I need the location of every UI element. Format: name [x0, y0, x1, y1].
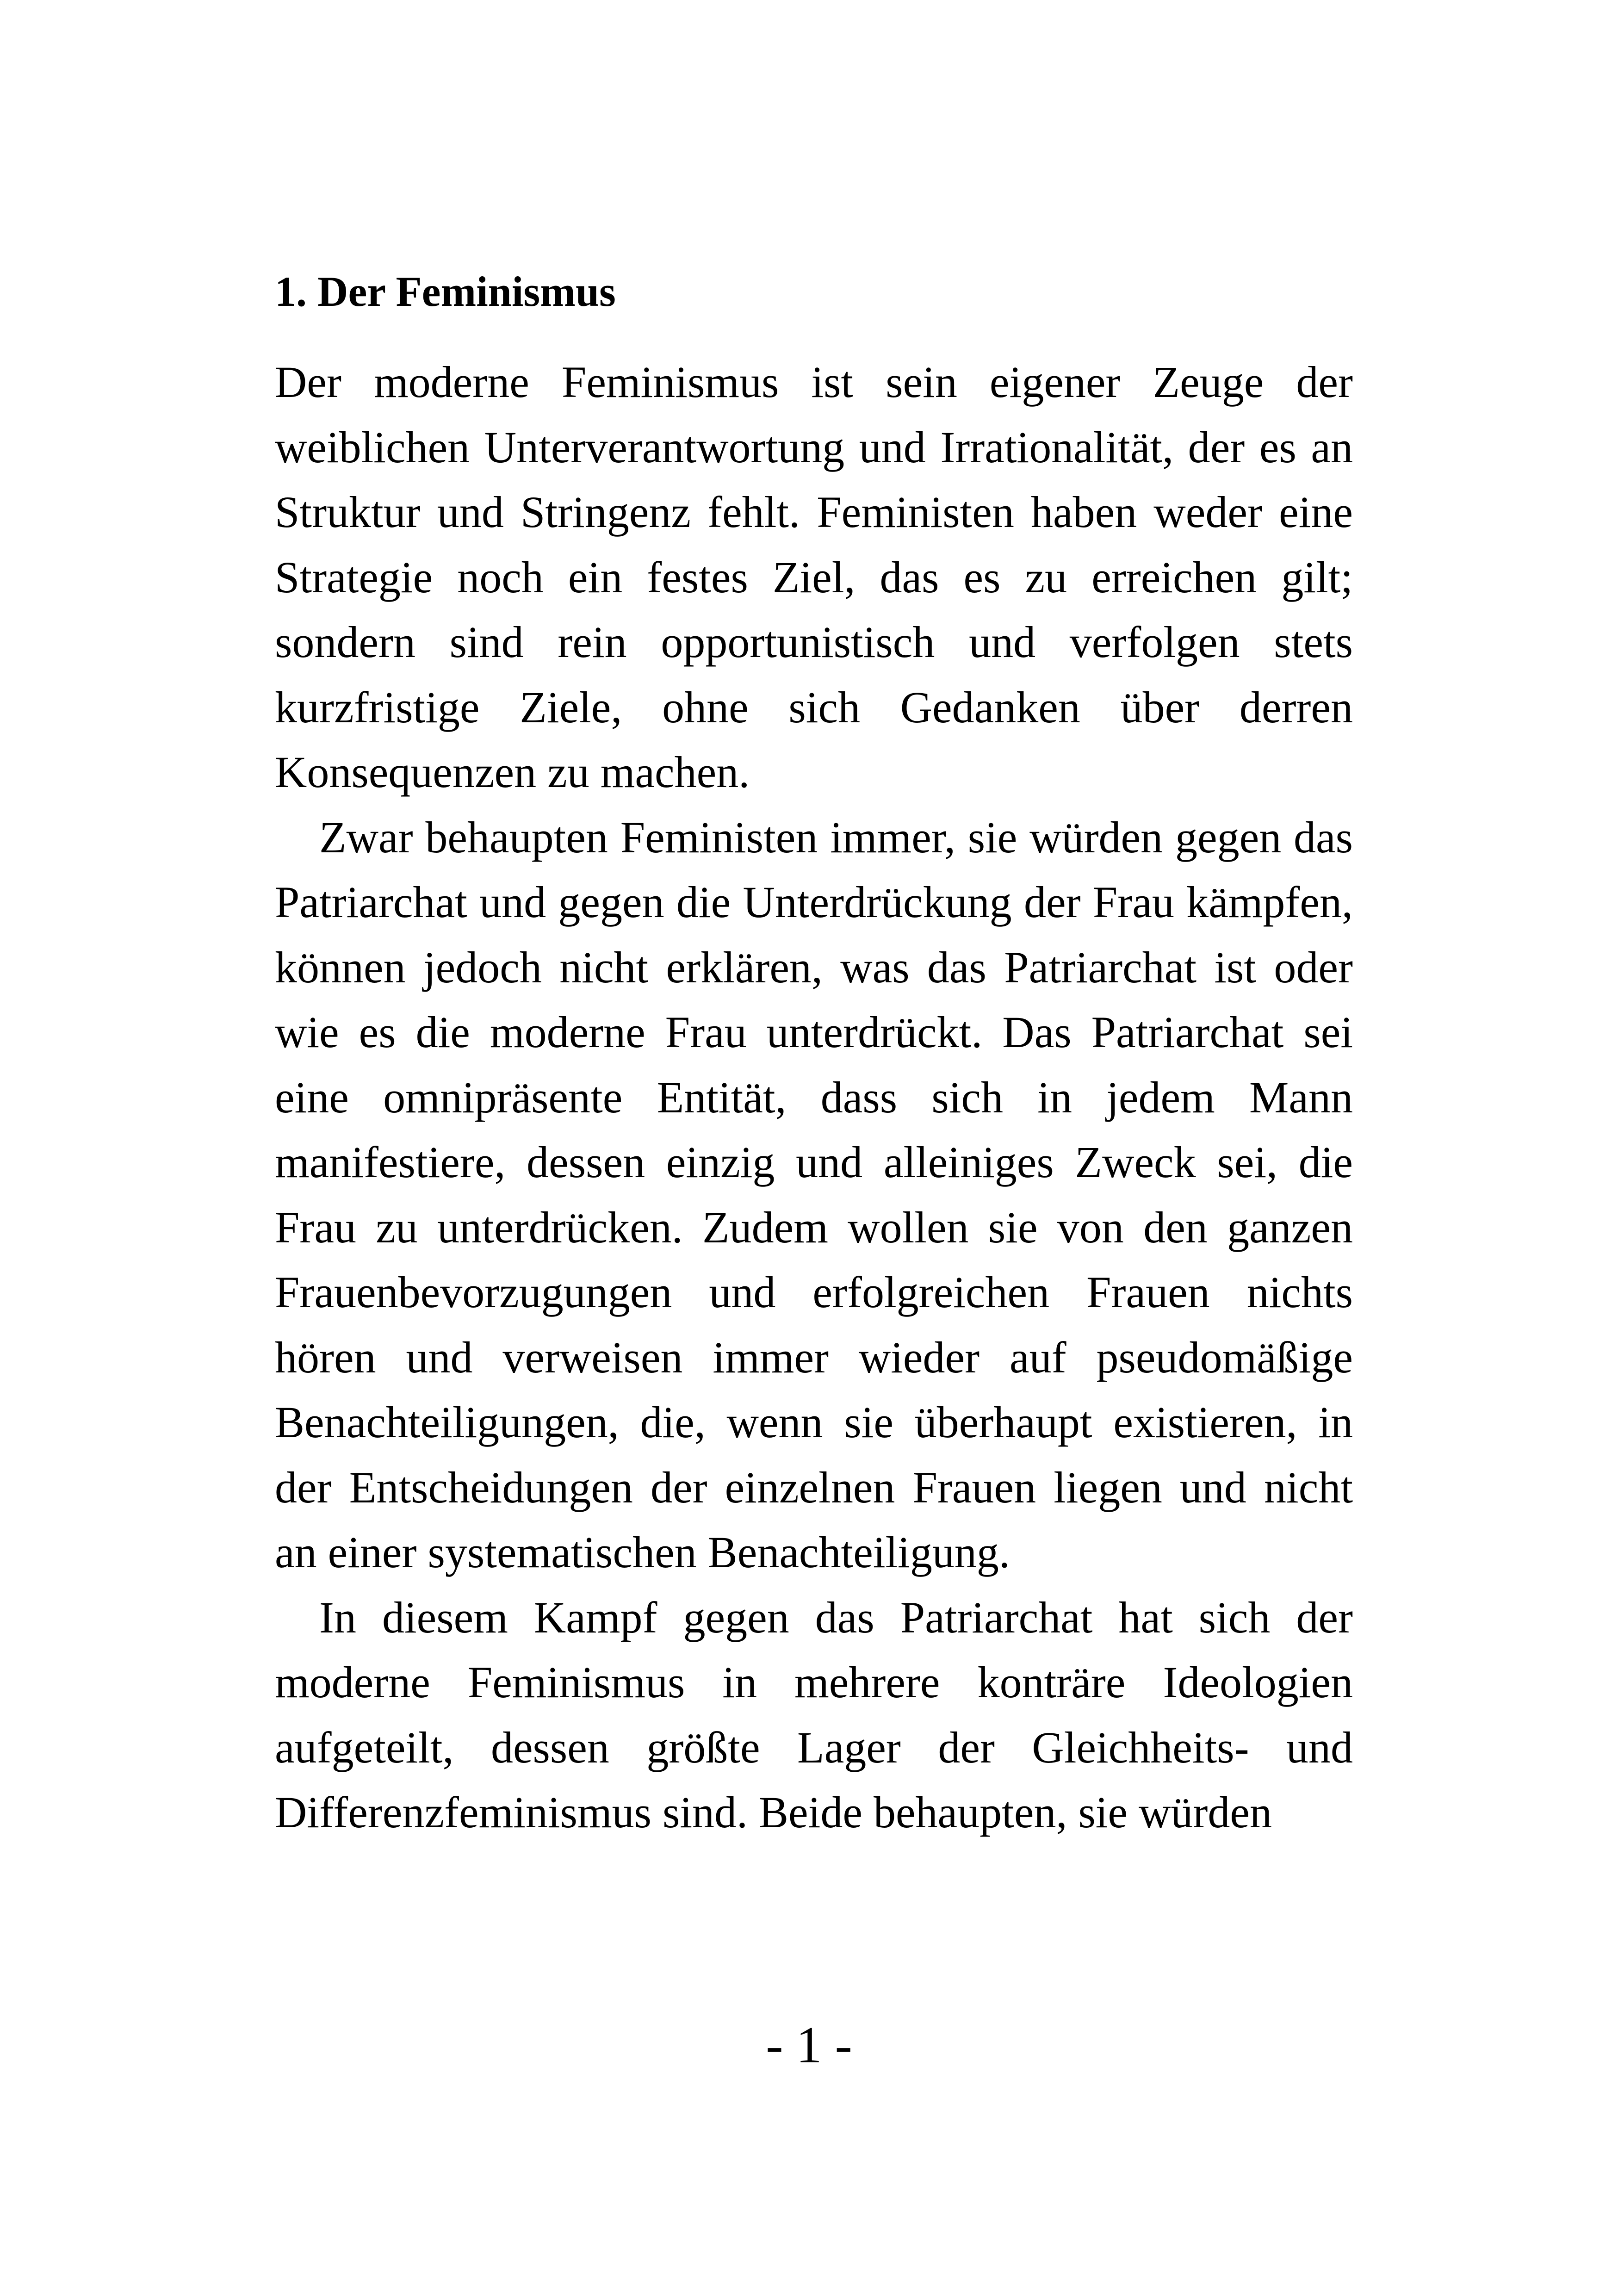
- paragraph-2: Zwar behaupten Feministen immer, sie würden gegen das Patriarchat und gegen die Unterdrückung der Frau kämpfen, können jedoch nicht erklären, was das Patriarchat ist oder wie es die moderne Frau unterdrückt. Das Patriarchat sei eine omnipräsente Entität, dass sich in jedem Mann manifestiere, dessen einzig und alleiniges Zweck sei, die Frau zu unterdrücken. Zudem wollen sie von den ganzen Frauenbevorzugungen und erfolgreichen Frauen nichts hören und verweisen immer wieder auf pseudomäßige Benachteiligungen, die, wenn sie überhaupt existieren, in der Entscheidungen der einzelnen Frauen liegen und nicht an einer systematischen Benachteiligung.: [275, 812, 1353, 1577]
- paragraph-3: In diesem Kampf gegen das Patriarchat hat sich der moderne Feminismus in mehrere konträre Ideologien aufgeteilt, dessen größte Lager der Gleichheits- und Differenzfeminismus sind. Beide behaupten, sie würden: [275, 1592, 1353, 1837]
- body-text: [275, 259, 1353, 1845]
- paragraph-1: Der moderne Feminismus ist sein eigener Zeuge der weiblichen Unterverantwortung und Irrationalität, der es an Struktur und Stringenz fehlt. Feministen haben weder eine Strategie noch ein festes Ziel, das es zu erreichen gilt; sondern sind rein opportunistisch und verfolgen stets kurzfristige Ziele, ohne sich Gedanken über derren Konsequenzen zu machen.: [275, 357, 1353, 797]
- page-number: - 1 -: [766, 2017, 852, 2074]
- section-heading: 1. Der Feminismus: [275, 268, 616, 315]
